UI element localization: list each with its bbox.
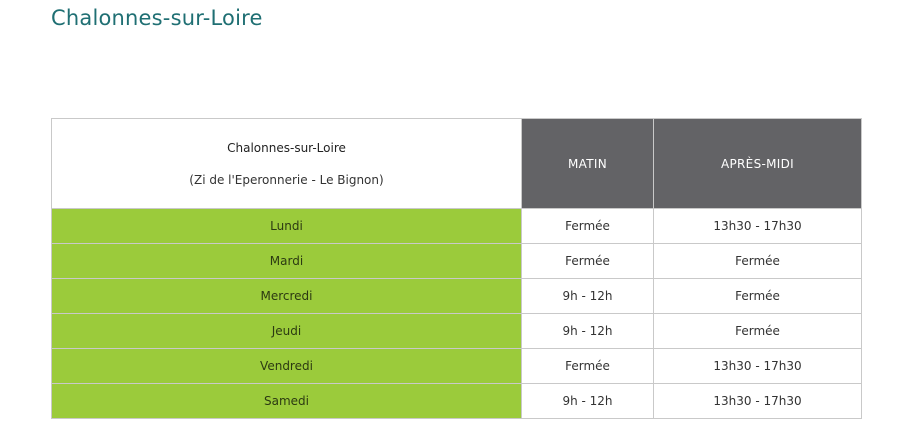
- table-row: [52, 279, 862, 314]
- day-cell: Vendredi: [52, 349, 522, 384]
- afternoon-header: APRÈS-MIDI: [654, 119, 862, 209]
- afternoon-hours-cell: 13h30 - 17h30: [654, 384, 862, 419]
- day-cell: Lundi: [52, 209, 522, 244]
- table-row: [52, 209, 862, 244]
- afternoon-hours-cell: 13h30 - 17h30: [654, 209, 862, 244]
- morning-hours-cell: Fermée: [522, 209, 654, 244]
- afternoon-hours-cell: Fermée: [654, 244, 862, 279]
- opening-hours-table: [51, 118, 862, 419]
- place-address: (Zi de l'Eperonnerie - Le Bignon): [189, 172, 384, 187]
- morning-hours-cell: Fermée: [522, 349, 654, 384]
- morning-hours-cell: Fermée: [522, 244, 654, 279]
- morning-header: MATIN: [522, 119, 654, 209]
- morning-hours-cell: 9h - 12h: [522, 314, 654, 349]
- table-row: [52, 314, 862, 349]
- table-row: [52, 384, 862, 419]
- page-title: Chalonnes-sur-Loire: [51, 6, 263, 30]
- place-header-cell: [52, 119, 522, 209]
- table-header-row: [52, 119, 862, 209]
- day-cell: Mercredi: [52, 279, 522, 314]
- afternoon-hours-cell: 13h30 - 17h30: [654, 349, 862, 384]
- place-name: Chalonnes-sur-Loire: [227, 140, 346, 155]
- day-cell: Samedi: [52, 384, 522, 419]
- day-cell: Mardi: [52, 244, 522, 279]
- afternoon-hours-cell: Fermée: [654, 279, 862, 314]
- morning-hours-cell: 9h - 12h: [522, 279, 654, 314]
- table-row: [52, 349, 862, 384]
- morning-hours-cell: 9h - 12h: [522, 384, 654, 419]
- table-row: [52, 244, 862, 279]
- afternoon-hours-cell: Fermée: [654, 314, 862, 349]
- day-cell: Jeudi: [52, 314, 522, 349]
